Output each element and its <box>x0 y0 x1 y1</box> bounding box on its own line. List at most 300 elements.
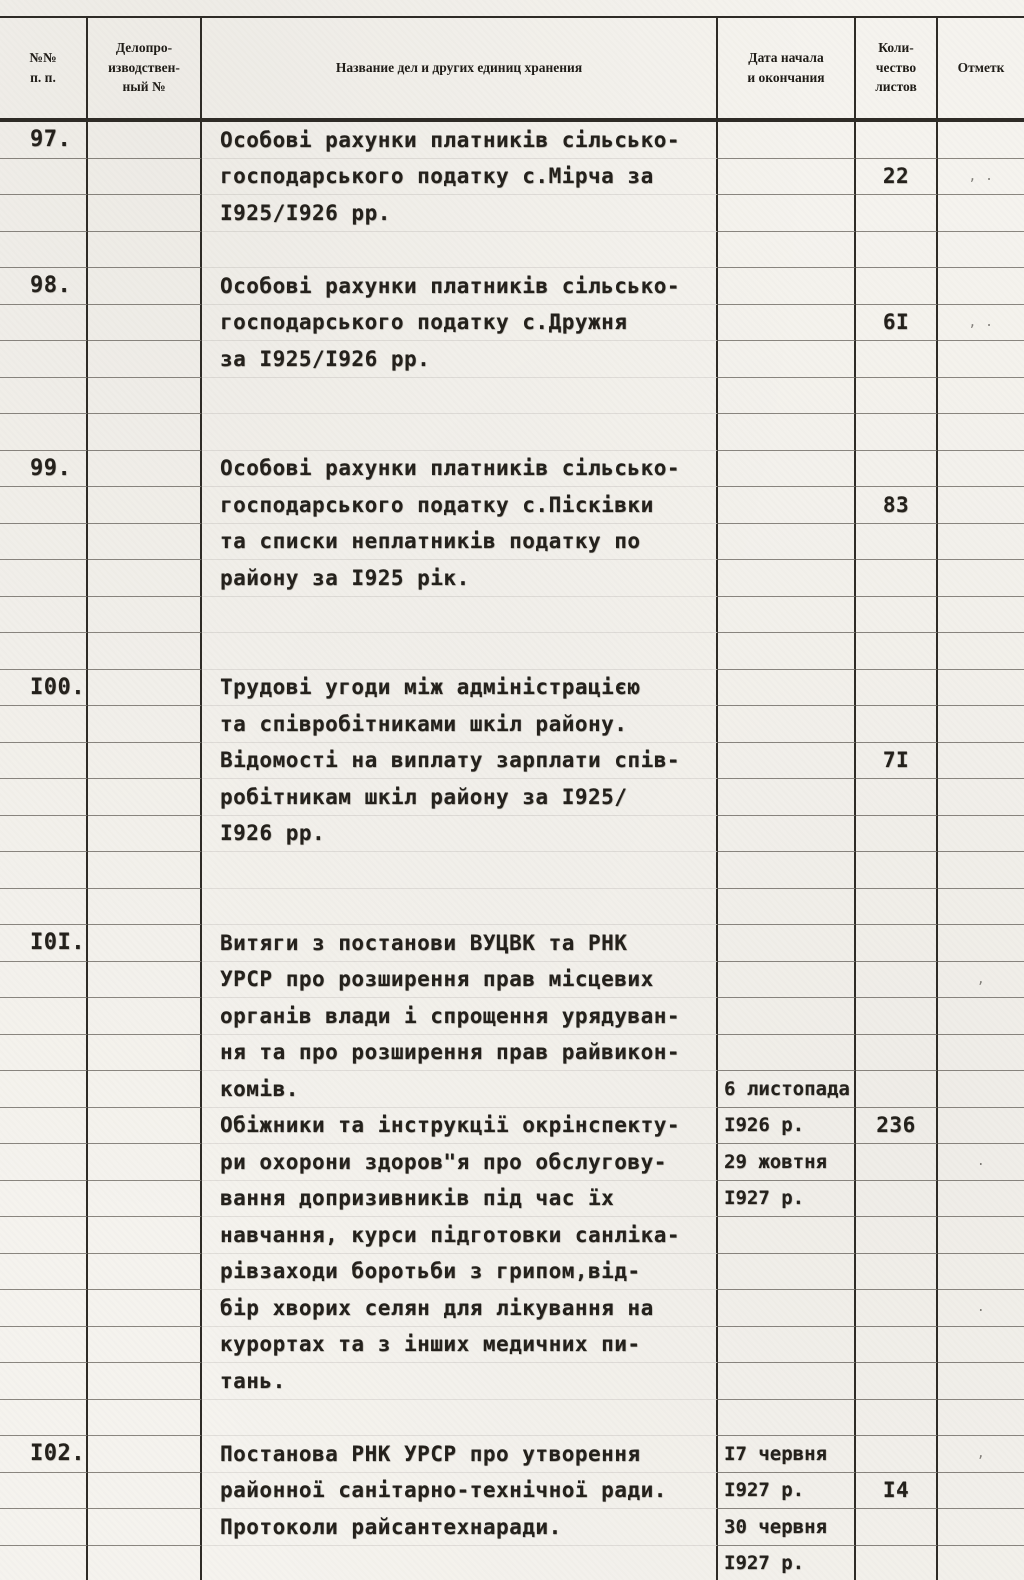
table-line <box>0 633 1024 670</box>
cell-date <box>718 159 856 196</box>
title-text: Обіжники та інструкції окрінспекту- <box>220 1113 681 1138</box>
cell-office <box>88 122 202 159</box>
cell-date <box>718 1363 856 1400</box>
cell-date <box>718 378 856 415</box>
cell-office <box>88 1217 202 1254</box>
header-sheets-line3: листов <box>875 79 917 95</box>
cell-title <box>202 706 718 743</box>
cell-date <box>718 1400 856 1437</box>
cell-sheets <box>856 743 938 780</box>
cell-num <box>0 341 88 378</box>
title-text: рівзаходи боротьби з грипом,від- <box>220 1259 641 1284</box>
cell-title <box>202 487 718 524</box>
title-text: Витяги з постанови ВУЦВК та РНК <box>220 930 628 955</box>
cell-note <box>938 1144 1024 1181</box>
cell-office <box>88 962 202 999</box>
table-line <box>0 706 1024 743</box>
cell-num <box>0 305 88 342</box>
cell-note <box>938 1473 1024 1510</box>
cell-office <box>88 1546 202 1580</box>
table-line <box>0 341 1024 378</box>
cell-title <box>202 998 718 1035</box>
cell-date <box>718 560 856 597</box>
cell-office <box>88 743 202 780</box>
table-line <box>0 670 1024 707</box>
table-line <box>0 1108 1024 1145</box>
cell-date <box>718 1254 856 1291</box>
table-line <box>0 378 1024 415</box>
sheets-text: I4 <box>882 1478 910 1503</box>
title-text: комів. <box>220 1076 299 1101</box>
cell-title <box>202 195 718 232</box>
cell-title <box>202 1144 718 1181</box>
title-text: Постанова РНК УРСР про утворення <box>220 1441 641 1466</box>
cell-sheets <box>856 816 938 853</box>
cell-date <box>718 1473 856 1510</box>
cell-date <box>718 670 856 707</box>
cell-num <box>0 1254 88 1291</box>
sheets-text: 7I <box>882 748 910 773</box>
cell-num <box>0 1400 88 1437</box>
title-text: та списки неплатників податку по <box>220 529 641 554</box>
cell-date <box>718 1436 856 1473</box>
cell-num <box>0 670 88 707</box>
cell-office <box>88 378 202 415</box>
cell-sheets <box>856 1035 938 1072</box>
cell-title <box>202 341 718 378</box>
header-num-line2: п. п. <box>30 69 56 85</box>
cell-date <box>718 743 856 780</box>
cell-office <box>88 1181 202 1218</box>
num-text: I02. <box>30 1441 85 1467</box>
cell-date <box>718 889 856 926</box>
cell-title <box>202 852 718 889</box>
cell-sheets <box>856 1473 938 1510</box>
cell-note <box>938 1181 1024 1218</box>
cell-date <box>718 962 856 999</box>
date-text: I927 р. <box>724 1552 805 1575</box>
table-line <box>0 159 1024 196</box>
cell-note <box>938 1327 1024 1364</box>
cell-sheets <box>856 852 938 889</box>
cell-num <box>0 1436 88 1473</box>
cell-note <box>938 524 1024 561</box>
table-line <box>0 487 1024 524</box>
cell-title <box>202 1254 718 1291</box>
cell-num <box>0 889 88 926</box>
header-num <box>0 18 88 118</box>
title-text: за I925/I926 рр. <box>220 346 431 371</box>
cell-date <box>718 451 856 488</box>
cell-sheets <box>856 633 938 670</box>
table-line <box>0 998 1024 1035</box>
title-text: вання допризивників під час їх <box>220 1186 615 1211</box>
cell-sheets <box>856 1254 938 1291</box>
cell-date <box>718 1108 856 1145</box>
cell-sheets <box>856 1509 938 1546</box>
title-text: та співробітниками шкіл району. <box>220 711 628 736</box>
cell-sheets <box>856 998 938 1035</box>
table-line <box>0 1181 1024 1218</box>
cell-date <box>718 232 856 269</box>
date-text: 6 листопада <box>724 1077 850 1100</box>
cell-office <box>88 305 202 342</box>
cell-office <box>88 816 202 853</box>
cell-date <box>718 1181 856 1218</box>
date-text: I927 р. <box>724 1479 805 1502</box>
cell-sheets <box>856 232 938 269</box>
title-text: Трудові угоди між адміністрацією <box>220 675 641 700</box>
cell-num <box>0 962 88 999</box>
title-text: господарського податку с.Пісківки <box>220 492 654 517</box>
cell-date <box>718 195 856 232</box>
cell-sheets <box>856 1217 938 1254</box>
note-text: . <box>976 1300 986 1316</box>
cell-office <box>88 706 202 743</box>
cell-date <box>718 1144 856 1181</box>
cell-note <box>938 1035 1024 1072</box>
num-text: 97. <box>30 127 72 153</box>
title-text: Протоколи райсантехнаради. <box>220 1514 562 1539</box>
header-notes-line1: Отметк <box>957 59 1005 75</box>
cell-num <box>0 268 88 305</box>
cell-sheets <box>856 1181 938 1218</box>
sheets-text: 6I <box>882 310 910 335</box>
num-text: I00. <box>30 674 85 700</box>
cell-sheets <box>856 1400 938 1437</box>
cell-note <box>938 597 1024 634</box>
cell-num <box>0 1363 88 1400</box>
cell-num <box>0 1546 88 1580</box>
cell-note <box>938 560 1024 597</box>
table-header <box>0 16 1024 122</box>
table-line <box>0 1400 1024 1437</box>
header-title <box>202 18 718 118</box>
table-line <box>0 816 1024 853</box>
cell-office <box>88 451 202 488</box>
title-text: ри охорони здоров"я про обслугову- <box>220 1149 667 1174</box>
cell-office <box>88 1071 202 1108</box>
cell-office <box>88 998 202 1035</box>
cell-sheets <box>856 487 938 524</box>
title-text: I926 рр. <box>220 821 326 846</box>
cell-title <box>202 779 718 816</box>
header-date-line1: Дата начала <box>748 49 824 65</box>
cell-title <box>202 1363 718 1400</box>
header-notes <box>938 18 1024 118</box>
cell-note <box>938 451 1024 488</box>
table-line <box>0 1327 1024 1364</box>
cell-num <box>0 159 88 196</box>
cell-sheets <box>856 889 938 926</box>
cell-date <box>718 1509 856 1546</box>
cell-sheets <box>856 268 938 305</box>
cell-sheets <box>856 670 938 707</box>
cell-sheets <box>856 378 938 415</box>
note-text: , . <box>968 168 994 184</box>
cell-num <box>0 487 88 524</box>
cell-office <box>88 1363 202 1400</box>
cell-office <box>88 341 202 378</box>
cell-date <box>718 487 856 524</box>
cell-date <box>718 998 856 1035</box>
table-line <box>0 1144 1024 1181</box>
cell-title <box>202 159 718 196</box>
cell-date <box>718 1290 856 1327</box>
cell-title <box>202 1108 718 1145</box>
cell-title <box>202 670 718 707</box>
cell-title <box>202 305 718 342</box>
cell-note <box>938 1108 1024 1145</box>
cell-sheets <box>856 1108 938 1145</box>
cell-num <box>0 852 88 889</box>
cell-date <box>718 633 856 670</box>
cell-num <box>0 451 88 488</box>
table-line <box>0 1254 1024 1291</box>
note-text: , <box>976 1446 986 1462</box>
cell-title <box>202 414 718 451</box>
cell-note <box>938 487 1024 524</box>
header-sheets-line1: Коли- <box>878 39 914 55</box>
cell-sheets <box>856 1436 938 1473</box>
cell-note <box>938 305 1024 342</box>
cell-sheets <box>856 962 938 999</box>
header-num-line1: №№ <box>29 49 57 65</box>
cell-note <box>938 268 1024 305</box>
cell-title <box>202 743 718 780</box>
cell-num <box>0 1108 88 1145</box>
num-text: I0I. <box>30 930 85 956</box>
cell-office <box>88 414 202 451</box>
cell-num <box>0 414 88 451</box>
title-text: тань. <box>220 1368 286 1393</box>
cell-sheets <box>856 1363 938 1400</box>
header-date <box>718 18 856 118</box>
cell-title <box>202 268 718 305</box>
table-line <box>0 1290 1024 1327</box>
header-office-line3: ный № <box>122 79 166 95</box>
cell-office <box>88 232 202 269</box>
cell-num <box>0 816 88 853</box>
cell-title <box>202 597 718 634</box>
table-line <box>0 305 1024 342</box>
title-text: робітникам шкіл району за I925/ <box>220 784 628 809</box>
cell-note <box>938 743 1024 780</box>
cell-num <box>0 195 88 232</box>
table-line <box>0 1546 1024 1580</box>
num-text: 99. <box>30 455 72 481</box>
cell-sheets <box>856 1071 938 1108</box>
cell-note <box>938 998 1024 1035</box>
table-line <box>0 779 1024 816</box>
cell-title <box>202 889 718 926</box>
table-line <box>0 1509 1024 1546</box>
cell-office <box>88 524 202 561</box>
date-text: I927 р. <box>724 1187 805 1210</box>
cell-title <box>202 560 718 597</box>
cell-title <box>202 378 718 415</box>
cell-title <box>202 451 718 488</box>
title-text: курортах та з інших медичних пи- <box>220 1332 641 1357</box>
cell-date <box>718 1035 856 1072</box>
cell-office <box>88 1509 202 1546</box>
title-text: навчання, курси підготовки санліка- <box>220 1222 681 1247</box>
cell-date <box>718 852 856 889</box>
table-line <box>0 852 1024 889</box>
table-line <box>0 925 1024 962</box>
cell-title <box>202 1071 718 1108</box>
cell-date <box>718 925 856 962</box>
cell-office <box>88 670 202 707</box>
header-sheets-line2: чество <box>875 59 917 75</box>
cell-note <box>938 779 1024 816</box>
note-text: , <box>976 971 986 987</box>
cell-title <box>202 925 718 962</box>
cell-date <box>718 341 856 378</box>
cell-sheets <box>856 341 938 378</box>
cell-date <box>718 1546 856 1580</box>
cell-title <box>202 1181 718 1218</box>
num-text: 98. <box>30 273 72 299</box>
cell-date <box>718 122 856 159</box>
title-text: Особові рахунки платників сільсько- <box>220 273 681 298</box>
cell-sheets <box>856 414 938 451</box>
cell-title <box>202 962 718 999</box>
cell-num <box>0 743 88 780</box>
header-sheets <box>856 18 938 118</box>
cell-office <box>88 1400 202 1437</box>
cell-office <box>88 487 202 524</box>
title-text: Особові рахунки платників сільсько- <box>220 127 681 152</box>
cell-note <box>938 852 1024 889</box>
cell-office <box>88 1254 202 1291</box>
cell-office <box>88 560 202 597</box>
cell-note <box>938 122 1024 159</box>
cell-num <box>0 779 88 816</box>
cell-note <box>938 633 1024 670</box>
cell-num <box>0 1290 88 1327</box>
cell-date <box>718 1071 856 1108</box>
cell-title <box>202 1509 718 1546</box>
title-text: бір хворих селян для лікування на <box>220 1295 654 1320</box>
table-line <box>0 1436 1024 1473</box>
header-office-line2: изводствен- <box>108 59 180 75</box>
cell-date <box>718 524 856 561</box>
cell-date <box>718 1327 856 1364</box>
cell-date <box>718 779 856 816</box>
cell-note <box>938 159 1024 196</box>
title-text: господарського податку с.Мірча за <box>220 164 654 189</box>
cell-num <box>0 633 88 670</box>
cell-note <box>938 1217 1024 1254</box>
table-line <box>0 1071 1024 1108</box>
cell-num <box>0 232 88 269</box>
cell-date <box>718 305 856 342</box>
date-text: 29 жовтня <box>724 1150 827 1173</box>
cell-title <box>202 1436 718 1473</box>
table-line <box>0 597 1024 634</box>
cell-note <box>938 816 1024 853</box>
table-line <box>0 962 1024 999</box>
cell-num <box>0 1473 88 1510</box>
cell-note <box>938 925 1024 962</box>
cell-office <box>88 1327 202 1364</box>
cell-sheets <box>856 779 938 816</box>
cell-note <box>938 1254 1024 1291</box>
note-text: . <box>976 1154 986 1170</box>
title-text: УРСР про розширення прав місцевих <box>220 967 654 992</box>
cell-date <box>718 706 856 743</box>
cell-sheets <box>856 1290 938 1327</box>
cell-office <box>88 633 202 670</box>
date-text: I926 р. <box>724 1114 805 1137</box>
sheets-text: 83 <box>882 492 910 517</box>
title-text: району за I925 рік. <box>220 565 470 590</box>
date-text: I7 червня <box>724 1442 827 1465</box>
cell-note <box>938 1400 1024 1437</box>
sheets-text: 236 <box>876 1113 916 1138</box>
table-line <box>0 232 1024 269</box>
cell-title <box>202 1473 718 1510</box>
cell-sheets <box>856 305 938 342</box>
cell-num <box>0 560 88 597</box>
cell-sheets <box>856 1327 938 1364</box>
header-title-line1: Название дел и других единиц хранения <box>335 59 583 75</box>
cell-title <box>202 633 718 670</box>
cell-note <box>938 195 1024 232</box>
table-line <box>0 524 1024 561</box>
cell-title <box>202 122 718 159</box>
cell-office <box>88 195 202 232</box>
cell-office <box>88 852 202 889</box>
cell-sheets <box>856 706 938 743</box>
cell-title <box>202 524 718 561</box>
cell-num <box>0 1071 88 1108</box>
title-text: I925/I926 рр. <box>220 200 391 225</box>
cell-sheets <box>856 159 938 196</box>
cell-num <box>0 1509 88 1546</box>
cell-num <box>0 706 88 743</box>
cell-sheets <box>856 195 938 232</box>
cell-date <box>718 268 856 305</box>
table-line <box>0 451 1024 488</box>
title-text: Особові рахунки платників сільсько- <box>220 456 681 481</box>
cell-sheets <box>856 925 938 962</box>
table-line <box>0 122 1024 159</box>
title-text: господарського податку с.Дружня <box>220 310 628 335</box>
header-office <box>88 18 202 118</box>
cell-office <box>88 1108 202 1145</box>
cell-num <box>0 122 88 159</box>
title-text: ня та про розширення прав райвикон- <box>220 1040 681 1065</box>
cell-sheets <box>856 451 938 488</box>
cell-note <box>938 1546 1024 1580</box>
cell-num <box>0 1181 88 1218</box>
table-line <box>0 1473 1024 1510</box>
note-text: , . <box>968 314 994 330</box>
cell-note <box>938 962 1024 999</box>
cell-office <box>88 1035 202 1072</box>
cell-note <box>938 889 1024 926</box>
cell-office <box>88 268 202 305</box>
cell-num <box>0 597 88 634</box>
cell-num <box>0 378 88 415</box>
cell-sheets <box>856 1546 938 1580</box>
cell-date <box>718 597 856 634</box>
cell-office <box>88 889 202 926</box>
cell-note <box>938 1436 1024 1473</box>
table-line <box>0 1363 1024 1400</box>
